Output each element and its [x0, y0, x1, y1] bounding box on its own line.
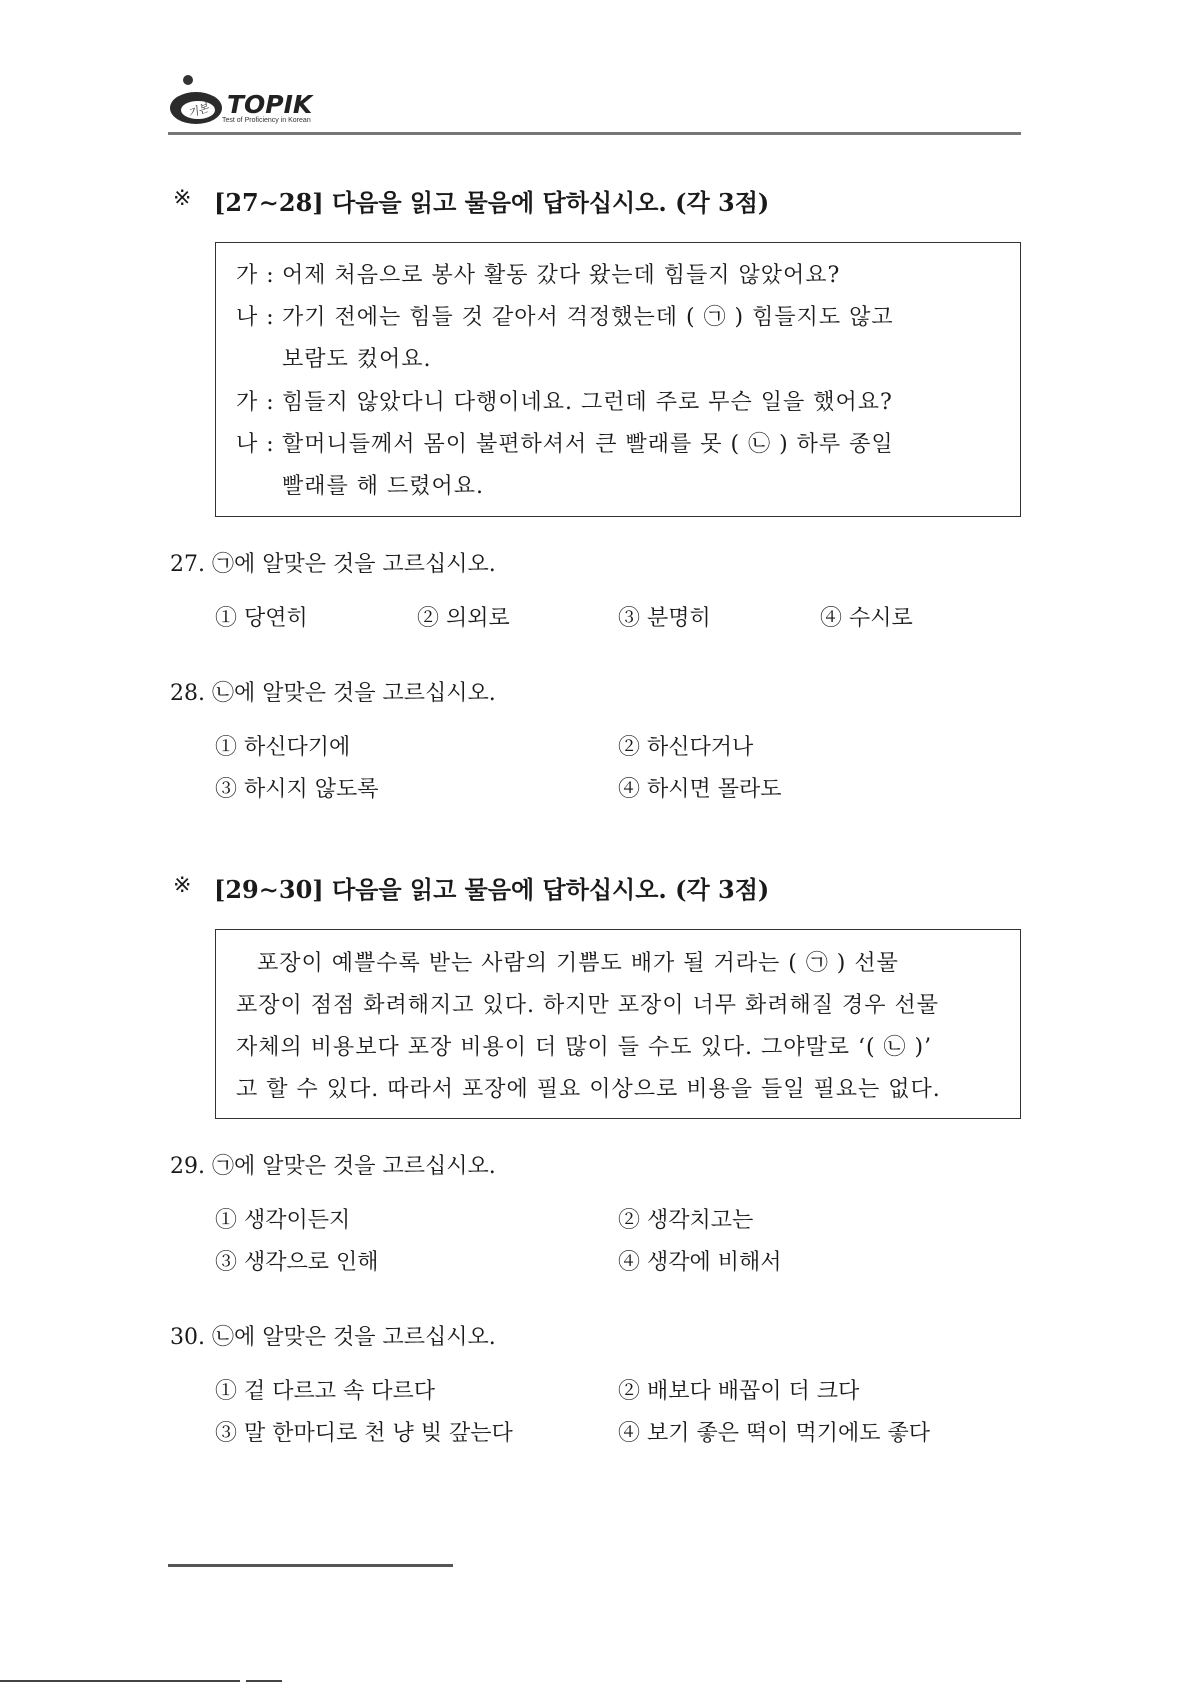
question-29-prompt: 29. ㉠에 알맞은 것을 고르십시오. — [170, 1154, 496, 1179]
dialogue-line: 어제 처음으로 봉사 활동 갔다 왔는데 힘들지 않았어요? — [282, 263, 841, 288]
q29-option-3[interactable]: ③ 생각으로 인해 — [215, 1250, 379, 1275]
footer-divider — [168, 1564, 453, 1567]
question-28-prompt: 28. ㉡에 알맞은 것을 고르십시오. — [170, 681, 496, 706]
question-30-prompt: 30. ㉡에 알맞은 것을 고르십시오. — [170, 1325, 496, 1350]
q30-option-3[interactable]: ③ 말 한마디로 천 냥 빚 갚는다 — [215, 1421, 513, 1446]
dialogue-speaker: 나 : — [236, 305, 275, 330]
q29-option-2[interactable]: ② 생각치고는 — [618, 1208, 754, 1233]
q30-option-4[interactable]: ④ 보기 좋은 떡이 먹기에도 좋다 — [618, 1421, 930, 1446]
q28-option-3[interactable]: ③ 하시지 않도록 — [215, 777, 379, 802]
dialogue-line-continued: 보람도 컸어요. — [282, 347, 432, 372]
dialogue-line-continued: 빨래를 해 드렸어요. — [282, 474, 484, 499]
dialogue-line: 할머니들께서 몸이 불편하셔서 큰 빨래를 못 ( ㉡ ) 하루 종일 — [282, 432, 894, 457]
q29-option-1[interactable]: ① 생각이든지 — [215, 1208, 351, 1233]
dialogue-speaker: 가 : — [236, 263, 275, 288]
dialogue-line: 가기 전에는 힘들 것 같아서 걱정했는데 ( ㉠ ) 힘들지도 않고 — [282, 305, 894, 330]
section-1-title: [27∼28] 다음을 읽고 물음에 답하십시오. (각 3점) — [214, 188, 770, 217]
passage-line: 자체의 비용보다 포장 비용이 더 많이 들 수도 있다. 그야말로 ‘( ㉡ )’ — [236, 1035, 933, 1060]
q28-option-1[interactable]: ① 하신다기에 — [215, 735, 351, 760]
q29-option-4[interactable]: ④ 생각에 비해서 — [618, 1250, 782, 1275]
section-2-mark: ※ — [173, 873, 192, 898]
q30-option-1[interactable]: ① 겉 다르고 속 다르다 — [215, 1379, 435, 1404]
dialogue-line: 힘들지 않았다니 다행이네요. 그런데 주로 무슨 일을 했어요? — [282, 390, 893, 415]
q28-option-2[interactable]: ② 하신다거나 — [618, 735, 754, 760]
topik-logo-subtext: Test of Proficiency in Korean — [222, 117, 311, 124]
topik-logo-text: TOPIK — [227, 90, 313, 119]
dialogue-speaker: 가 : — [236, 390, 275, 415]
section-1-mark: ※ — [173, 186, 192, 211]
q30-option-2[interactable]: ② 배보다 배꼽이 더 크다 — [618, 1379, 860, 1404]
passage-line: 고 할 수 있다. 따라서 포장에 필요 이상으로 비용을 들일 필요는 없다. — [236, 1077, 941, 1102]
page-bottom-rule — [0, 1680, 240, 1682]
q27-option-3[interactable]: ③ 분명히 — [618, 606, 711, 631]
question-27-prompt: 27. ㉠에 알맞은 것을 고르십시오. — [170, 552, 496, 577]
passage-line: 포장이 예쁠수록 받는 사람의 기쁨도 배가 될 거라는 ( ㉠ ) 선물 — [257, 951, 899, 976]
dialogue-speaker: 나 : — [236, 432, 275, 457]
q27-option-4[interactable]: ④ 수시로 — [820, 606, 913, 631]
q27-option-1[interactable]: ① 당연히 — [215, 606, 308, 631]
page-bottom-rule-segment — [246, 1680, 282, 1682]
section-2-title: [29∼30] 다음을 읽고 물음에 답하십시오. (각 3점) — [214, 875, 770, 904]
passage-line: 포장이 점점 화려해지고 있다. 하지만 포장이 너무 화려해질 경우 선물 — [236, 993, 939, 1018]
svg-text:기본: 기본 — [186, 101, 211, 121]
header-divider — [168, 132, 1021, 135]
q27-option-2[interactable]: ② 의외로 — [417, 606, 510, 631]
q28-option-4[interactable]: ④ 하시면 몰라도 — [618, 777, 782, 802]
